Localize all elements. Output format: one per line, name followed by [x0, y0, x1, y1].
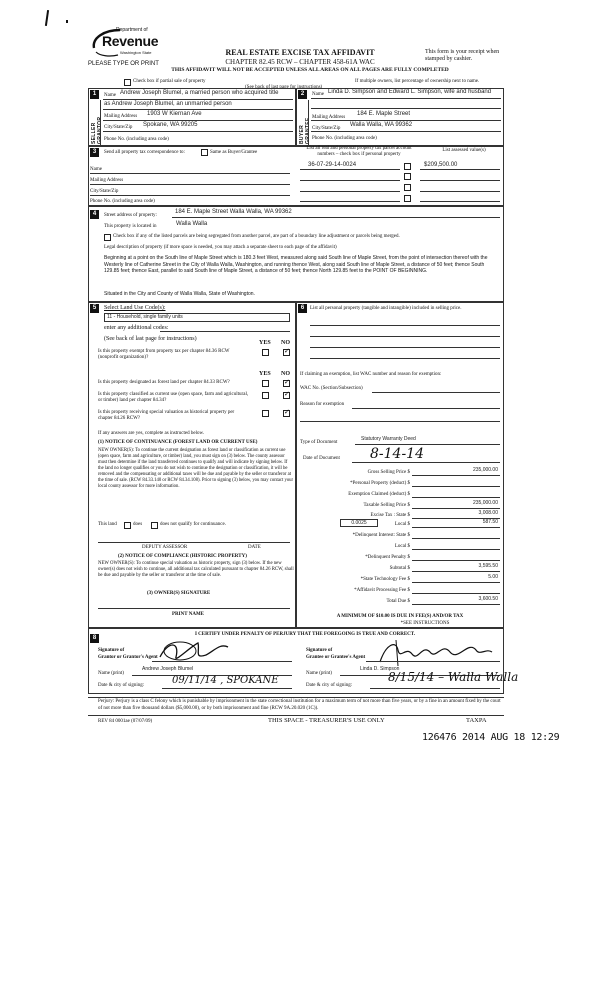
assessed-line-4: [420, 201, 500, 202]
same-as-buyer-checkbox[interactable]: [201, 149, 208, 156]
parcel-personal-checkbox-3[interactable]: [404, 184, 411, 191]
if-yes-note: If any answers are yes, complete as instructed below.: [98, 431, 205, 436]
assessed-line-1: [420, 169, 500, 170]
seller-name-line1[interactable]: Andrew Joseph Blumel, a married person who acquired title: [120, 90, 279, 96]
form-chapter: CHAPTER 82.45 RCW – CHAPTER 458-61A WAC: [225, 58, 375, 66]
land-does-label: does: [133, 522, 143, 527]
multiple-owners-note: If multiple owners, list percentage of ownership next to name.: [355, 79, 480, 84]
parcel-line-2: [300, 180, 400, 181]
parcel-personal-checkbox-1[interactable]: [404, 163, 411, 170]
s3-city-label: City/State/Zip: [90, 189, 119, 194]
seller-mailing-underline: [103, 120, 293, 121]
seller-name-label: Name: [104, 93, 116, 98]
tech-fee-value[interactable]: 5.00: [488, 574, 498, 580]
taxable-underline: [412, 508, 500, 509]
seller-name-underline: [103, 99, 293, 100]
exemption-claimed-underline: [412, 497, 500, 498]
forest-yes-checkbox[interactable]: [262, 380, 269, 387]
land-does-not-checkbox[interactable]: [151, 522, 158, 529]
doc-type-underline: [355, 444, 500, 445]
exempt-yes-checkbox[interactable]: [262, 349, 269, 356]
local2-label: Local $: [394, 544, 410, 549]
local-value[interactable]: 587.50: [482, 519, 498, 525]
additional-codes-underline: [160, 331, 290, 332]
form-title: REAL ESTATE EXCISE TAX AFFIDAVIT: [225, 48, 375, 57]
personal-deduct-underline: [412, 486, 500, 487]
affidavit-fee-underline: [412, 593, 500, 594]
form-warning: THIS AFFIDAVIT WILL NOT BE ACCEPTED UNLESS ALL AREAS ON ALL PAGES ARE FULLY COMPLETED: [171, 67, 449, 73]
grantor-sig-line: [152, 661, 292, 662]
please-type: PLEASE TYPE OR PRINT: [88, 61, 159, 67]
buyer-city-value[interactable]: Walla Walla, WA 99362: [350, 122, 413, 128]
section-number-3: 3: [90, 148, 99, 157]
grantee-name-label: Name (print): [306, 671, 332, 676]
grantor-sig-label-2: Grantor or Grantor's Agent: [98, 655, 158, 660]
grantor-date-label: Date & city of signing:: [98, 683, 145, 688]
parcel-line-4: [300, 201, 400, 202]
section-number-5: 5: [90, 304, 99, 313]
grantee-sig-label-1: Signature of: [306, 648, 333, 653]
buyer-phone-label: Phone No. (including area code): [312, 136, 377, 141]
delinquent-interest-underline: [412, 538, 500, 539]
exempt-no-checkbox[interactable]: [283, 349, 290, 356]
located-label: This property is located in: [104, 224, 157, 229]
select-land-use-label: Select Land Use Code(s):: [104, 305, 166, 311]
notice-continuance-text: NEW OWNER(S): To continue the current designation as forest land or classification as current use (open space, farm and agriculture, or timber) land, you must sign on (3) below. The county assessor must then determine if the land transferred continues to qualify and will indicate by signing below. If the land no longer qualifies or you do not wish to continue the designation or classification, it will be removed and the compensating or additional taxes will be due and payable by the seller or transferor at the time of sale. (RCW 84.33.140 or RCW 84.34.108). Prior to signing (3) below, you may contact your local county assessor for more information.: [98, 448, 294, 490]
margin-mark-small: [66, 20, 68, 23]
s3-name-label: Name: [90, 167, 102, 172]
section-number-8: 8: [90, 634, 99, 643]
grantee-signature[interactable]: [376, 636, 496, 668]
personal-line-3: [310, 347, 500, 348]
grantee-sig-line: [366, 661, 500, 662]
grantor-date-line: [162, 688, 292, 689]
buyer-mailing-label: Mailing Address: [312, 115, 346, 120]
logo-department-text: Department of: [116, 27, 148, 33]
s3-name-underline: [90, 173, 290, 174]
seller-mailing-label: Mailing Address: [104, 114, 138, 119]
s5-see-back: (See back of last page for instructions): [104, 336, 197, 342]
notice-historic-text: NEW OWNER(S): To continue special valuation as historic property, sign (3) below. If the new owner(s) does not wish to continue, all additional tax calculated pursuant to chapter 84.26 RCW, shall be due and payable by the seller or transferor at the time of sale.: [98, 561, 294, 579]
seller-city-value[interactable]: Spokane, WA 99205: [143, 122, 198, 128]
wac-underline: [372, 392, 500, 393]
excise-state-label: Excise Tax : State $: [370, 513, 410, 518]
deputy-assessor-label: DEPUTY ASSESSOR: [142, 545, 188, 550]
notice-historic-title: (2) NOTICE OF COMPLIANCE (HISTORIC PROPERTY): [118, 554, 247, 559]
buyer-mailing-underline: [311, 120, 501, 121]
local-rate-value: 0.0025: [351, 520, 367, 526]
assessed-line-3: [420, 191, 500, 192]
buyer-name-label: Name: [312, 92, 324, 97]
local-underline: [412, 527, 500, 528]
current-use-yes-checkbox[interactable]: [262, 392, 269, 399]
s3-phone-label: Phone No. (including area code): [90, 199, 155, 204]
street-underline: [172, 217, 500, 218]
total-due-value[interactable]: 3,600.50: [478, 596, 498, 602]
see-back-note: (See back of last page for instructions): [245, 85, 323, 90]
logo-revenue-text: Revenue: [102, 33, 159, 49]
parcel-header: List all real and personal property tax parcel account numbers – check box if personal property: [306, 146, 412, 157]
local-label: Local $: [394, 522, 410, 527]
personal-line-1: [310, 325, 500, 326]
local2-underline: [412, 549, 500, 550]
parcel-personal-checkbox-4[interactable]: [404, 195, 411, 202]
delinquent-penalty-label: *Delinquent Penalty $: [365, 555, 410, 560]
tech-fee-underline: [412, 582, 500, 583]
personal-property-label: List all personal property (tangible and intangible) included in selling price.: [310, 306, 462, 311]
subtotal-label: Subtotal $: [389, 566, 410, 571]
land-does-checkbox[interactable]: [124, 522, 131, 529]
buyer-name-line1[interactable]: Linda D. Simpson and Edward L. Simpson, wife and husband: [328, 89, 492, 95]
seller-name-line2[interactable]: as Andrew Joseph Blumel, an unmarried person: [104, 101, 232, 107]
seller-mailing-value[interactable]: 1903 W Kiernan Ave: [147, 111, 202, 117]
street-address-value[interactable]: 184 E. Maple Street Walla Walla, WA 99362: [175, 209, 292, 215]
buyer-mailing-value[interactable]: 184 E. Maple Street: [357, 111, 411, 117]
certify-text: I CERTIFY UNDER PENALTY OF PERJURY THAT THE FOREGOING IS TRUE AND CORRECT.: [194, 632, 415, 637]
doc-date-underline: [352, 462, 500, 463]
no-header-1: NO: [281, 340, 290, 346]
taxable-label: Taxable Selling Price $: [363, 503, 410, 508]
subtotal-value[interactable]: 3,595.50: [478, 563, 498, 569]
assessed-header: List assessed value(s): [442, 148, 486, 153]
doc-type-label: Type of Document: [300, 440, 338, 445]
doc-type-value[interactable]: Statutory Warranty Deed: [361, 436, 416, 442]
doc-date-label: Date of Document: [303, 456, 340, 461]
land-does-not-label: does not qualify for continuance.: [160, 522, 226, 527]
parcel-line-3: [300, 191, 400, 192]
excise-state-value[interactable]: 3,008.00: [478, 510, 498, 516]
taxable-value[interactable]: 235,000.00: [472, 500, 498, 506]
personal-line-2: [310, 336, 500, 337]
q-historic: Is this property receiving special valuation as historical property per chapter 84.26 RCW?: [98, 410, 235, 421]
partial-sale-checkbox[interactable]: [124, 79, 131, 86]
partial-sale-label: Check box if partial sale of property: [133, 79, 206, 84]
section-number-6: 6: [298, 304, 307, 313]
tech-fee-label: *State Technology Fee $: [360, 577, 410, 582]
reason-underline-2: [300, 421, 500, 422]
section-number-2: 2: [298, 90, 307, 99]
this-land-label: This land: [98, 522, 117, 527]
s3-city-underline: [90, 195, 290, 196]
minimum-due-note: A MINIMUM OF $10.00 IS DUE IN FEE(S) AND/OR TAX: [336, 614, 464, 619]
grantor-sig-label-1: Signature of: [98, 648, 125, 653]
legal-description-label: Legal description of property (if more space is needed, you may attach a separate sheet to each page of the affidavit): [104, 245, 337, 250]
delinquent-penalty-underline: [412, 560, 500, 561]
land-use-value: 11 - Household, single family units: [107, 314, 183, 320]
s3-mailing-label: Mailing Address: [90, 178, 124, 183]
buyer-side-label: BUYER GRANTEE: [299, 117, 311, 144]
street-address-label: Street address of property:: [104, 213, 157, 218]
receipt-note: This form is your receipt when stamped by cashier.: [425, 49, 500, 62]
gross-value[interactable]: 235,000.00: [472, 467, 498, 473]
current-use-no-checkbox[interactable]: [283, 392, 290, 399]
exemption-claimed-label: Exemption Claimed (deduct) $: [348, 492, 410, 497]
owner-signature-line: [98, 608, 290, 609]
historic-no-checkbox[interactable]: [283, 410, 290, 417]
perjury-bottom-rule: [88, 715, 504, 716]
grantor-name-value[interactable]: Andrew Joseph Blumel: [142, 666, 194, 672]
assessed-line-2: [420, 180, 500, 181]
additional-codes-label: enter any additional codes:: [104, 325, 169, 331]
located-value[interactable]: Walla Walla: [176, 221, 208, 227]
taxpa-label: TAXPA: [466, 717, 487, 724]
forest-no-checkbox[interactable]: [283, 380, 290, 387]
dor-logo: [90, 26, 159, 60]
doc-date-value[interactable]: 8-14-14: [370, 446, 424, 462]
property-section: [88, 206, 504, 302]
reason-underline-1: [352, 408, 500, 409]
s3-mailing-underline: [90, 184, 290, 185]
q-forest: Is this property designated as forest land per chapter 84.33 RCW?: [98, 380, 230, 385]
assessed-value[interactable]: $209,500.00: [424, 162, 458, 168]
section-number-4: 4: [90, 210, 99, 219]
yes-header-2: YES: [259, 371, 271, 377]
situated-text: Situated in the City and County of Walla Walla, State of Washington.: [104, 291, 255, 297]
subtotal-underline: [412, 571, 500, 572]
buyer-name-underline2: [311, 108, 501, 109]
seller-phone-label: Phone No. (including area code): [104, 137, 169, 142]
buyer-divider: [308, 100, 309, 146]
recording-stamp: 126476 2014 AUG 18 12:29: [422, 732, 560, 743]
treasurer-use: THIS SPACE - TREASURER'S USE ONLY: [268, 717, 385, 724]
wac-label: WAC No. (Section/Subsection): [300, 386, 363, 391]
reason-label: Reason for exemption: [300, 402, 345, 407]
legal-description-text: Beginning at a point on the South line of Maple Street which is 180.3 feet West, measured along said South line of Maple Street, from the point of intersection thereof with the Westerly line of Catherine Street in the City of Walla Walla, Washington, and running thence West, along said South line of Maple Street, a distance of 50 feet; thence South 129.85 feet; thence East, parallel to said South line of Maple Street, a distance of 50 feet; thence North 129.85 feet to the POINT OF BEGINNING.: [104, 255, 488, 274]
total-due-label: Total Due $: [386, 599, 410, 604]
personal-deduct-label: *Personal Property (deduct) $: [350, 481, 410, 486]
perjury-text: Perjury: Perjury is a class C felony which is punishable by imprisonment in the state correctional institution for a maximum term of not more than five years, or by a fine in an amount fixed by the court of not more than five thousand dollars ($5,000.00), or by both imprisonment and fine (RCW 9A.20.020 (1C)).: [98, 699, 501, 711]
yes-header-1: YES: [259, 340, 271, 346]
segregated-checkbox[interactable]: [104, 234, 111, 241]
deputy-assessor-line: [98, 542, 290, 543]
owner-signature-label: (3) OWNER(S) SIGNATURE: [147, 591, 211, 596]
q-exempt: Is this property exempt from property tax per chapter 84.36 RCW (nonprofit organization)?: [98, 349, 230, 360]
same-as-buyer-label: Same as Buyer/Grantee: [210, 150, 258, 155]
deputy-date-label: DATE: [248, 545, 261, 550]
grantee-date-line: [370, 688, 500, 689]
seller-city-underline: [103, 131, 293, 132]
section-number-1: 1: [90, 90, 99, 99]
grantee-name-value[interactable]: Linda D. Simpson: [360, 666, 400, 672]
affidavit-fee-label: *Affidavit Processing Fee $: [354, 588, 410, 593]
grantor-date-value[interactable]: 09/11/14 , SPOKANE: [172, 675, 279, 686]
margin-mark: [45, 10, 49, 26]
parcel-line-1: [300, 169, 400, 170]
historic-yes-checkbox[interactable]: [262, 410, 269, 417]
personal-line-4: [310, 358, 500, 359]
logo-state-text: Washington State: [120, 50, 152, 55]
grantee-date-label: Date & city of signing:: [306, 683, 353, 688]
no-header-2: NO: [281, 371, 290, 377]
delinquent-interest-label: *Delinquent Interest: State $: [352, 533, 410, 538]
q-current-use: Is this property classified as current use (open space, farm and agricultural, or timber) land per chapter 84.34?: [98, 392, 249, 403]
print-name-label: PRINT NAME: [172, 612, 204, 617]
buyer-name-underline: [311, 98, 501, 99]
total-due-underline: [412, 604, 500, 605]
rev-number: REV 84 0001ae (07/07/09): [98, 719, 153, 724]
segregated-label: Check box if any of the listed parcels are being segregated from another parcel, are part of a boundary line adjustment or parcels being merged.: [113, 234, 400, 239]
parcel-personal-checkbox-2[interactable]: [404, 173, 411, 180]
buyer-city-underline: [311, 131, 501, 132]
see-instructions-note: *SEE INSTRUCTIONS: [400, 621, 450, 626]
notice-continuance-title: (1) NOTICE OF CONTINUANCE (FOREST LAND OR CURRENT USE): [98, 440, 258, 445]
perjury-top-rule: [88, 697, 504, 698]
buyer-city-label: City/State/Zip: [312, 126, 341, 131]
gross-label: Gross Selling Price $: [367, 470, 410, 475]
seller-name-underline2: [103, 109, 293, 110]
seller-divider: [100, 100, 101, 146]
parcel-number-value[interactable]: 36-07-29-14-0024: [308, 162, 357, 168]
seller-side-label: SELLER GRANTOR: [91, 116, 103, 144]
seller-city-label: City/State/Zip: [104, 125, 133, 130]
send-correspondence-label: Send all property tax correspondence to:: [104, 150, 185, 155]
grantee-sig-label-2: Grantee or Grantee's Agent: [306, 655, 366, 660]
claiming-exemption-label: If claiming an exemption, list WAC number and reason for exemption:: [300, 372, 442, 377]
grantee-date-value[interactable]: 8/15/14 – Walla Walla: [388, 670, 519, 684]
gross-underline: [412, 475, 500, 476]
grantor-name-label: Name (print): [98, 671, 124, 676]
